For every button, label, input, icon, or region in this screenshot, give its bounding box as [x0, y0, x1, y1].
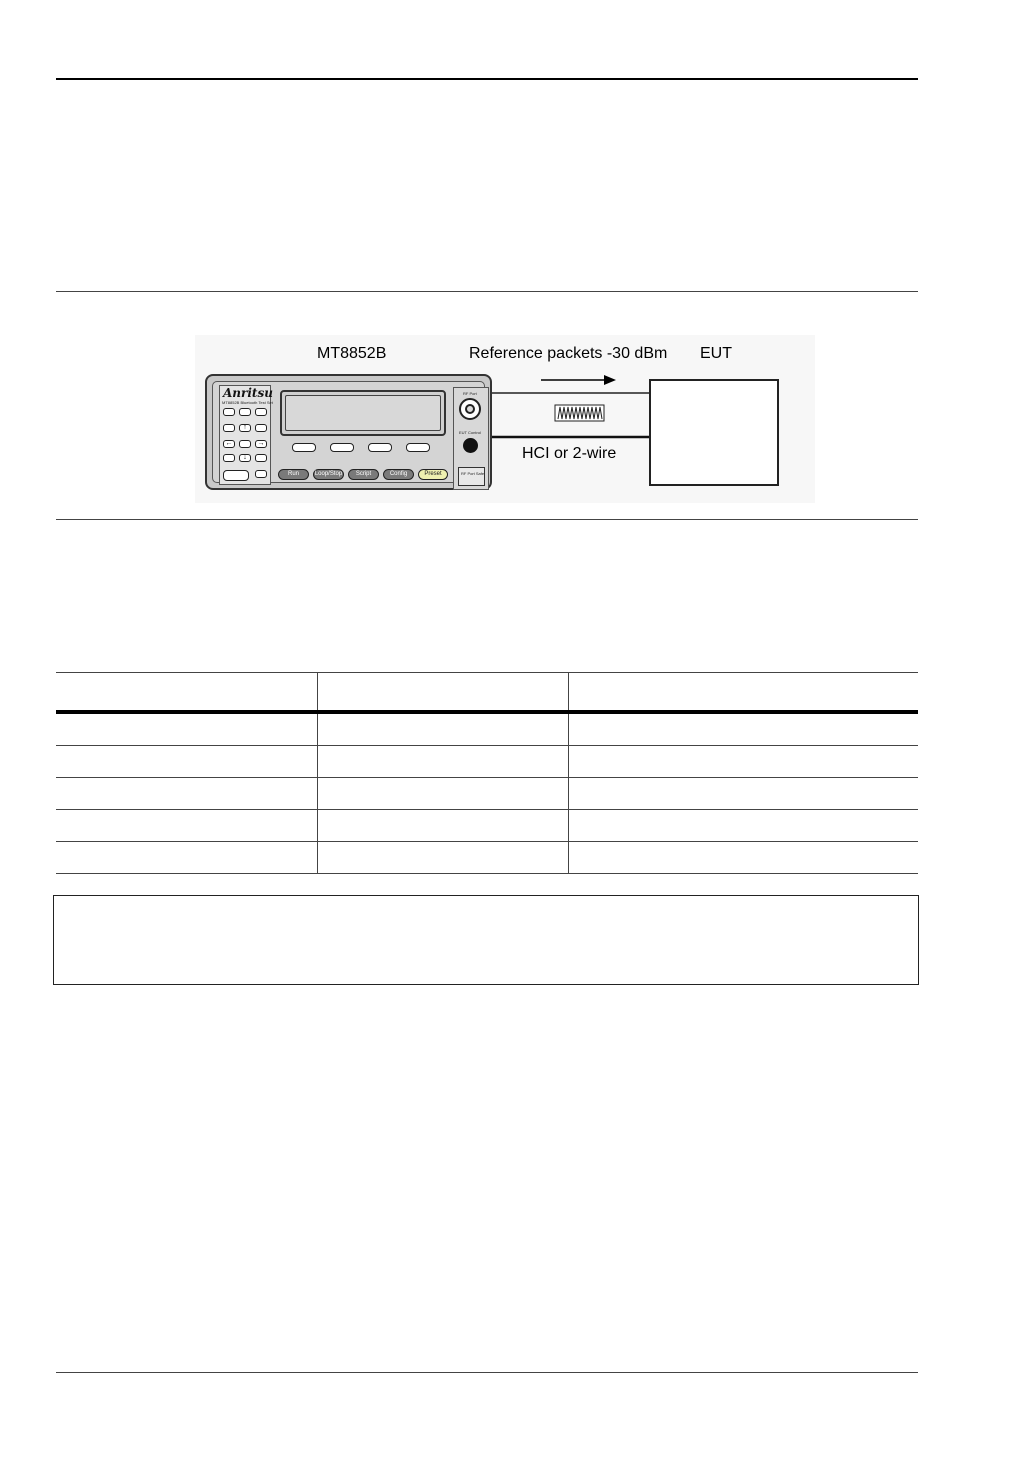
key-button [255, 454, 267, 462]
table-cell [318, 778, 569, 810]
mt8852b-instrument [205, 374, 492, 490]
signal-label: Reference packets -30 dBm [469, 345, 668, 362]
brand-logo: Anritsu [223, 386, 273, 400]
right-arrow-icon: → [255, 440, 267, 448]
key-button [239, 408, 251, 416]
rf-port-connector-icon [459, 398, 481, 420]
parameter-table [56, 672, 918, 874]
script-key: Script [348, 469, 379, 480]
table-header-row [56, 673, 918, 713]
lcd-display [280, 390, 446, 436]
table-cell [569, 712, 919, 746]
key-button [255, 408, 267, 416]
down-arrow-icon: ↓ [239, 454, 251, 462]
softkey-1 [292, 443, 316, 452]
key-button [223, 408, 235, 416]
warning-text: RF Port Safe [461, 471, 485, 476]
eut-device-box [649, 379, 779, 486]
table-cell [56, 712, 318, 746]
instrument-front-panel [212, 381, 485, 483]
table-cell [318, 810, 569, 842]
softkey-4 [406, 443, 430, 452]
loop-stop-key: Loop/Stop [313, 469, 344, 480]
key-button [223, 454, 235, 462]
up-arrow-icon: ↑ [239, 424, 251, 432]
table-row [56, 842, 918, 874]
softkey-2 [330, 443, 354, 452]
eut-label: EUT [700, 345, 732, 362]
table-header-cell [56, 673, 318, 713]
arrow-head-icon [604, 375, 616, 385]
table-cell [569, 842, 919, 874]
eut-control-connector-icon [463, 438, 478, 453]
table-cell [318, 746, 569, 778]
table-cell [56, 778, 318, 810]
table-row [56, 778, 918, 810]
table-cell [56, 746, 318, 778]
softkey-3 [368, 443, 392, 452]
control-label: HCI or 2-wire [522, 445, 617, 462]
left-arrow-icon: ← [223, 440, 235, 448]
key-button [255, 470, 267, 478]
eut-control-label: EUT Control [459, 430, 481, 435]
table-cell [318, 842, 569, 874]
model-text: MT8852B Bluetooth Test Set [222, 400, 273, 405]
table-cell [569, 746, 919, 778]
port-panel [453, 387, 489, 490]
instrument-label: MT8852B [317, 345, 387, 362]
table-cell [318, 712, 569, 746]
power-button [223, 470, 249, 481]
table-header-cell [318, 673, 569, 713]
table-cell [56, 810, 318, 842]
connection-lines [0, 0, 1032, 520]
key-button [239, 440, 251, 448]
keypad-panel [219, 385, 271, 485]
rf-port-label: RF Port [463, 391, 477, 396]
warning-label [458, 467, 485, 486]
note-box [53, 895, 919, 985]
key-button [223, 424, 235, 432]
table-row [56, 746, 918, 778]
config-key: Config [383, 469, 414, 480]
table-cell [569, 778, 919, 810]
table-cell [569, 810, 919, 842]
page-footer-rule [56, 1372, 918, 1373]
table-row [56, 712, 918, 746]
table-row [56, 810, 918, 842]
preset-key: Preset [418, 469, 448, 480]
run-key: Run [278, 469, 309, 480]
table-header-cell [569, 673, 919, 713]
table-cell [56, 842, 318, 874]
key-button [255, 424, 267, 432]
